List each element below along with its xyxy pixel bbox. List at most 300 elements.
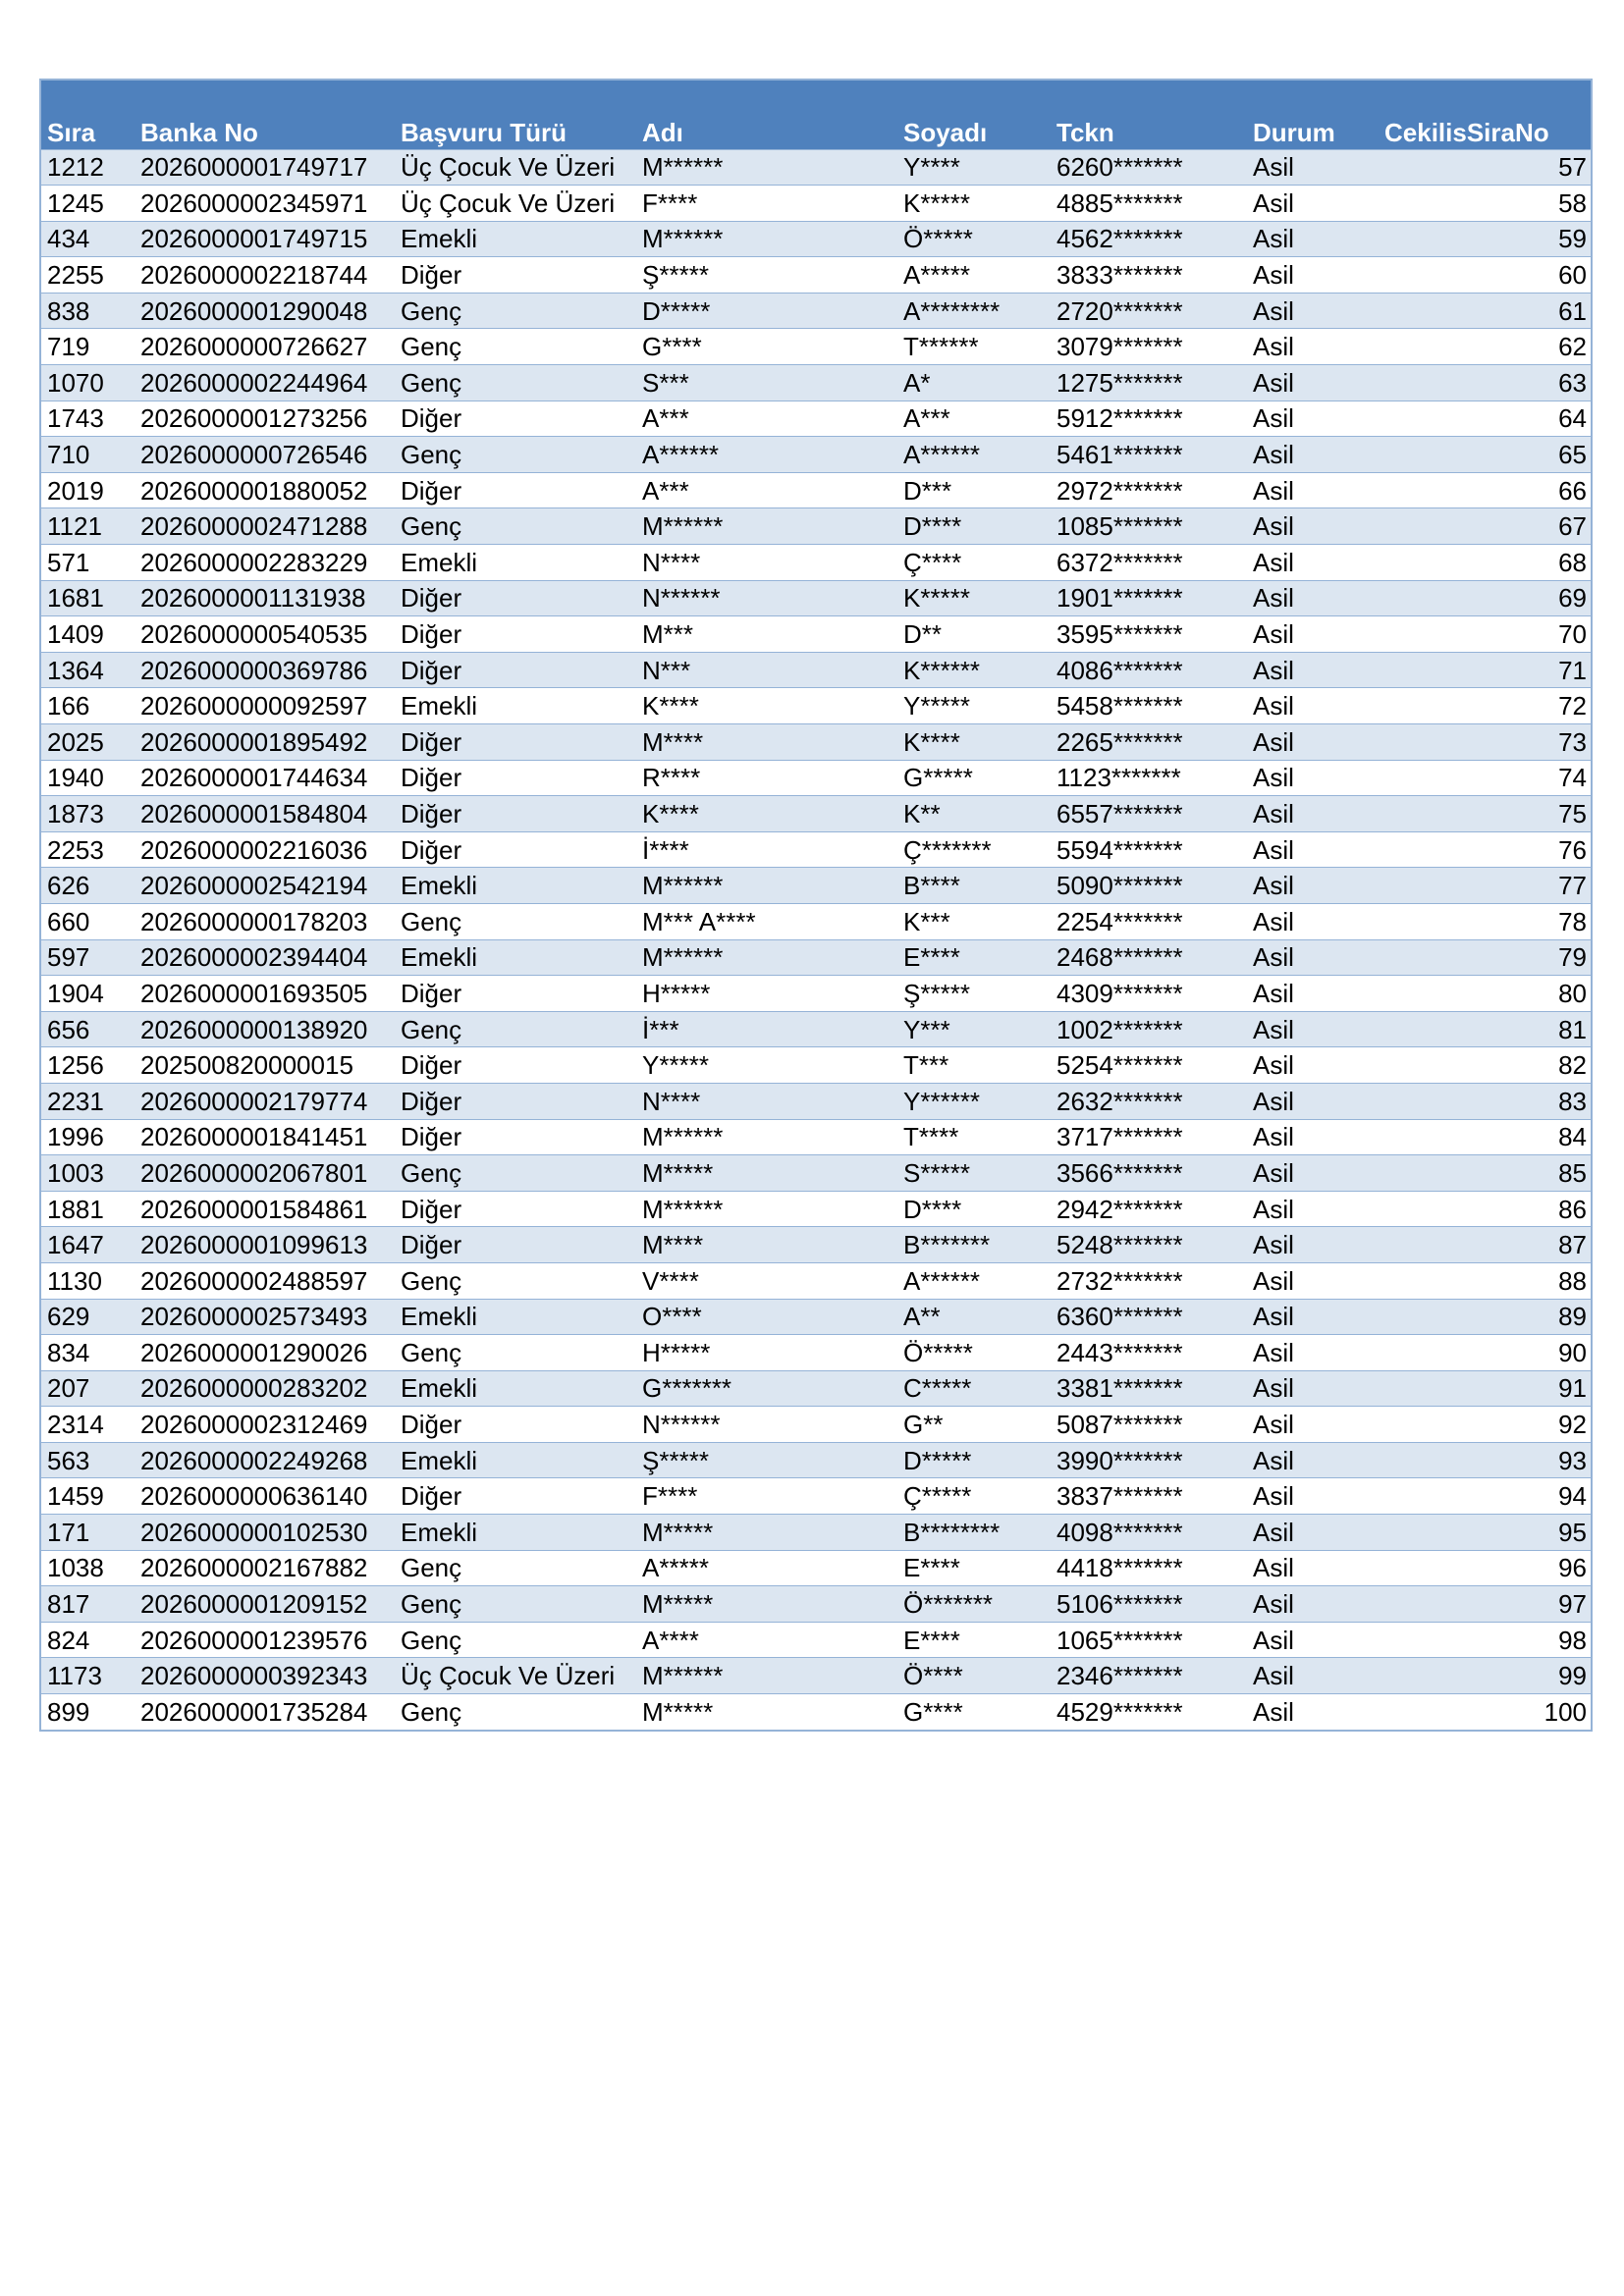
cell-cekilis-sira-no: 67	[1379, 508, 1591, 545]
cell-tckn: 5254*******	[1051, 1047, 1247, 1084]
table-row	[41, 1478, 1591, 1515]
cell-adi: F****	[636, 186, 897, 222]
cell-sira: 571	[41, 545, 135, 581]
cell-basvuru-turu: Diğer	[395, 1083, 636, 1119]
table-row	[41, 939, 1591, 976]
cell-durum: Asil	[1247, 1011, 1379, 1047]
cell-banka-no: 2026000000392343	[135, 1658, 395, 1694]
cell-tckn: 4529*******	[1051, 1694, 1247, 1731]
cell-cekilis-sira-no: 88	[1379, 1262, 1591, 1299]
cell-cekilis-sira-no: 69	[1379, 580, 1591, 616]
cell-sira: 1364	[41, 652, 135, 688]
cell-sira: 817	[41, 1586, 135, 1623]
cell-soyadi: B********	[897, 1515, 1051, 1551]
cell-durum: Asil	[1247, 1083, 1379, 1119]
cell-basvuru-turu: Genç	[395, 1335, 636, 1371]
cell-banka-no: 2026000000283202	[135, 1370, 395, 1407]
cell-banka-no: 2026000001693505	[135, 976, 395, 1012]
table-row	[41, 903, 1591, 939]
cell-sira: 1743	[41, 400, 135, 437]
cell-basvuru-turu: Diğer	[395, 652, 636, 688]
cell-adi: Ş*****	[636, 1442, 897, 1478]
cell-durum: Asil	[1247, 508, 1379, 545]
cell-soyadi: C*****	[897, 1370, 1051, 1407]
table-row	[41, 724, 1591, 761]
cell-basvuru-turu: Diğer	[395, 472, 636, 508]
cell-tckn: 1123*******	[1051, 760, 1247, 796]
cell-durum: Asil	[1247, 1155, 1379, 1192]
cell-banka-no: 2026000001841451	[135, 1119, 395, 1155]
table-row	[41, 1083, 1591, 1119]
cell-soyadi: Y***	[897, 1011, 1051, 1047]
cell-adi: A*****	[636, 1550, 897, 1586]
cell-tckn: 1275*******	[1051, 365, 1247, 401]
cell-tckn: 2265*******	[1051, 724, 1247, 761]
header-sira: Sıra	[47, 117, 96, 147]
cell-tckn: 2720*******	[1051, 293, 1247, 329]
cell-sira: 834	[41, 1335, 135, 1371]
cell-basvuru-turu: Genç	[395, 903, 636, 939]
cell-tckn: 2468*******	[1051, 939, 1247, 976]
cell-sira: 597	[41, 939, 135, 976]
cell-sira: 2019	[41, 472, 135, 508]
cell-tckn: 5248*******	[1051, 1227, 1247, 1263]
cell-sira: 1212	[41, 149, 135, 186]
cell-sira: 1121	[41, 508, 135, 545]
cell-adi: M******	[636, 221, 897, 257]
cell-durum: Asil	[1247, 580, 1379, 616]
cell-tckn: 3381*******	[1051, 1370, 1247, 1407]
header-adi: Adı	[642, 117, 683, 147]
cell-basvuru-turu: Diğer	[395, 400, 636, 437]
cell-basvuru-turu: Emekli	[395, 1442, 636, 1478]
cell-adi: M******	[636, 1658, 897, 1694]
cell-basvuru-turu: Diğer	[395, 724, 636, 761]
cell-tckn: 6372*******	[1051, 545, 1247, 581]
cell-sira: 1881	[41, 1191, 135, 1227]
cell-tckn: 2254*******	[1051, 903, 1247, 939]
cell-banka-no: 2026000001744634	[135, 760, 395, 796]
cell-sira: 824	[41, 1622, 135, 1658]
cell-basvuru-turu: Diğer	[395, 976, 636, 1012]
cell-sira: 1130	[41, 1262, 135, 1299]
cell-durum: Asil	[1247, 400, 1379, 437]
cell-banka-no: 2026000002488597	[135, 1262, 395, 1299]
cell-banka-no: 2026000001749717	[135, 149, 395, 186]
cell-basvuru-turu: Emekli	[395, 688, 636, 724]
cell-banka-no: 2026000001290026	[135, 1335, 395, 1371]
cell-tckn: 5090*******	[1051, 868, 1247, 904]
cell-soyadi: A*	[897, 365, 1051, 401]
cell-tckn: 1085*******	[1051, 508, 1247, 545]
cell-adi: A***	[636, 472, 897, 508]
table-row	[41, 1299, 1591, 1335]
cell-cekilis-sira-no: 70	[1379, 616, 1591, 653]
cell-basvuru-turu: Emekli	[395, 1370, 636, 1407]
cell-banka-no: 2026000002345971	[135, 186, 395, 222]
cell-cekilis-sira-no: 86	[1379, 1191, 1591, 1227]
cell-basvuru-turu: Üç Çocuk Ve Üzeri	[395, 1658, 636, 1694]
cell-sira: 434	[41, 221, 135, 257]
cell-adi: N******	[636, 1407, 897, 1443]
cell-durum: Asil	[1247, 724, 1379, 761]
cell-basvuru-turu: Diğer	[395, 1119, 636, 1155]
table-row	[41, 1191, 1591, 1227]
cell-basvuru-turu: Genç	[395, 508, 636, 545]
cell-cekilis-sira-no: 78	[1379, 903, 1591, 939]
cell-basvuru-turu: Genç	[395, 1622, 636, 1658]
draw-results-table	[41, 80, 1591, 1730]
cell-soyadi: K*****	[897, 186, 1051, 222]
cell-tckn: 4562*******	[1051, 221, 1247, 257]
cell-cekilis-sira-no: 59	[1379, 221, 1591, 257]
cell-durum: Asil	[1247, 976, 1379, 1012]
cell-banka-no: 2026000002218744	[135, 257, 395, 294]
cell-soyadi: Ö*****	[897, 221, 1051, 257]
cell-durum: Asil	[1247, 688, 1379, 724]
cell-adi: Ş*****	[636, 257, 897, 294]
cell-cekilis-sira-no: 97	[1379, 1586, 1591, 1623]
cell-tckn: 4885*******	[1051, 186, 1247, 222]
table-row	[41, 1262, 1591, 1299]
cell-basvuru-turu: Genç	[395, 1155, 636, 1192]
cell-durum: Asil	[1247, 545, 1379, 581]
cell-adi: İ***	[636, 1011, 897, 1047]
cell-soyadi: K****	[897, 724, 1051, 761]
table-row	[41, 1694, 1591, 1731]
cell-adi: G****	[636, 329, 897, 365]
table-row	[41, 257, 1591, 294]
cell-adi: V****	[636, 1262, 897, 1299]
table-row	[41, 616, 1591, 653]
cell-banka-no: 2026000000636140	[135, 1478, 395, 1515]
cell-banka-no: 2026000001290048	[135, 293, 395, 329]
cell-sira: 1003	[41, 1155, 135, 1192]
cell-banka-no: 2026000000726627	[135, 329, 395, 365]
cell-soyadi: E****	[897, 1622, 1051, 1658]
cell-cekilis-sira-no: 96	[1379, 1550, 1591, 1586]
cell-tckn: 5461*******	[1051, 437, 1247, 473]
cell-banka-no: 2026000001584861	[135, 1191, 395, 1227]
cell-adi: M****	[636, 1227, 897, 1263]
cell-durum: Asil	[1247, 365, 1379, 401]
cell-banka-no: 2026000000102530	[135, 1515, 395, 1551]
cell-soyadi: B****	[897, 868, 1051, 904]
cell-banka-no: 2026000000138920	[135, 1011, 395, 1047]
cell-basvuru-turu: Diğer	[395, 1047, 636, 1084]
cell-cekilis-sira-no: 73	[1379, 724, 1591, 761]
cell-tckn: 3566*******	[1051, 1155, 1247, 1192]
table-row	[41, 1155, 1591, 1192]
cell-soyadi: A*****	[897, 257, 1051, 294]
cell-durum: Asil	[1247, 186, 1379, 222]
cell-sira: 207	[41, 1370, 135, 1407]
cell-durum: Asil	[1247, 329, 1379, 365]
cell-banka-no: 2026000001749715	[135, 221, 395, 257]
cell-adi: N***	[636, 652, 897, 688]
cell-durum: Asil	[1247, 1442, 1379, 1478]
table-row	[41, 329, 1591, 365]
cell-basvuru-turu: Genç	[395, 437, 636, 473]
cell-adi: S***	[636, 365, 897, 401]
cell-cekilis-sira-no: 75	[1379, 796, 1591, 832]
table-row	[41, 545, 1591, 581]
cell-adi: D*****	[636, 293, 897, 329]
table-row	[41, 293, 1591, 329]
cell-cekilis-sira-no: 62	[1379, 329, 1591, 365]
header-soyadi: Soyadı	[903, 117, 988, 147]
cell-soyadi: A******	[897, 437, 1051, 473]
cell-soyadi: T******	[897, 329, 1051, 365]
cell-durum: Asil	[1247, 1299, 1379, 1335]
cell-tckn: 6360*******	[1051, 1299, 1247, 1335]
table-row	[41, 400, 1591, 437]
cell-tckn: 5594*******	[1051, 831, 1247, 868]
cell-adi: N****	[636, 545, 897, 581]
cell-durum: Asil	[1247, 796, 1379, 832]
cell-soyadi: A***	[897, 400, 1051, 437]
cell-cekilis-sira-no: 92	[1379, 1407, 1591, 1443]
cell-durum: Asil	[1247, 1191, 1379, 1227]
cell-cekilis-sira-no: 87	[1379, 1227, 1591, 1263]
cell-adi: G*******	[636, 1370, 897, 1407]
cell-cekilis-sira-no: 72	[1379, 688, 1591, 724]
cell-sira: 629	[41, 1299, 135, 1335]
cell-soyadi: Ö*******	[897, 1586, 1051, 1623]
cell-basvuru-turu: Genç	[395, 1550, 636, 1586]
cell-banka-no: 2026000001209152	[135, 1586, 395, 1623]
table-row	[41, 1658, 1591, 1694]
cell-cekilis-sira-no: 77	[1379, 868, 1591, 904]
cell-banka-no: 2026000002542194	[135, 868, 395, 904]
cell-basvuru-turu: Diğer	[395, 616, 636, 653]
cell-cekilis-sira-no: 61	[1379, 293, 1591, 329]
cell-cekilis-sira-no: 71	[1379, 652, 1591, 688]
table-row	[41, 1442, 1591, 1478]
cell-durum: Asil	[1247, 472, 1379, 508]
cell-cekilis-sira-no: 79	[1379, 939, 1591, 976]
cell-basvuru-turu: Genç	[395, 365, 636, 401]
cell-basvuru-turu: Diğer	[395, 1227, 636, 1263]
cell-tckn: 1002*******	[1051, 1011, 1247, 1047]
cell-banka-no: 2026000001880052	[135, 472, 395, 508]
results-sheet	[39, 79, 1593, 1732]
cell-banka-no: 2026000002394404	[135, 939, 395, 976]
cell-cekilis-sira-no: 74	[1379, 760, 1591, 796]
cell-basvuru-turu: Diğer	[395, 796, 636, 832]
table-row	[41, 508, 1591, 545]
cell-banka-no: 2026000001099613	[135, 1227, 395, 1263]
cell-durum: Asil	[1247, 1119, 1379, 1155]
cell-tckn: 2346*******	[1051, 1658, 1247, 1694]
table-row	[41, 1370, 1591, 1407]
cell-tckn: 4098*******	[1051, 1515, 1247, 1551]
cell-sira: 838	[41, 293, 135, 329]
cell-sira: 656	[41, 1011, 135, 1047]
cell-basvuru-turu: Emekli	[395, 868, 636, 904]
cell-durum: Asil	[1247, 293, 1379, 329]
cell-sira: 1904	[41, 976, 135, 1012]
cell-durum: Asil	[1247, 760, 1379, 796]
cell-durum: Asil	[1247, 1047, 1379, 1084]
table-row	[41, 1550, 1591, 1586]
cell-durum: Asil	[1247, 1515, 1379, 1551]
cell-tckn: 3079*******	[1051, 329, 1247, 365]
cell-soyadi: Y******	[897, 1083, 1051, 1119]
cell-basvuru-turu: Genç	[395, 293, 636, 329]
cell-soyadi: D****	[897, 508, 1051, 545]
table-body	[41, 149, 1591, 1730]
cell-tckn: 1901*******	[1051, 580, 1247, 616]
cell-cekilis-sira-no: 82	[1379, 1047, 1591, 1084]
cell-sira: 1256	[41, 1047, 135, 1084]
cell-soyadi: S*****	[897, 1155, 1051, 1192]
cell-adi: M*****	[636, 1694, 897, 1731]
cell-soyadi: Ş*****	[897, 976, 1051, 1012]
cell-banka-no: 2026000002312469	[135, 1407, 395, 1443]
cell-cekilis-sira-no: 68	[1379, 545, 1591, 581]
cell-basvuru-turu: Genç	[395, 1694, 636, 1731]
cell-soyadi: K******	[897, 652, 1051, 688]
cell-sira: 2231	[41, 1083, 135, 1119]
cell-tckn: 5087*******	[1051, 1407, 1247, 1443]
cell-soyadi: D****	[897, 1191, 1051, 1227]
cell-adi: M****	[636, 724, 897, 761]
table-row	[41, 472, 1591, 508]
cell-basvuru-turu: Emekli	[395, 939, 636, 976]
cell-banka-no: 2026000002573493	[135, 1299, 395, 1335]
cell-basvuru-turu: Emekli	[395, 545, 636, 581]
table-row	[41, 652, 1591, 688]
cell-basvuru-turu: Üç Çocuk Ve Üzeri	[395, 149, 636, 186]
cell-adi: M*****	[636, 1586, 897, 1623]
cell-soyadi: B*******	[897, 1227, 1051, 1263]
cell-cekilis-sira-no: 93	[1379, 1442, 1591, 1478]
cell-soyadi: G*****	[897, 760, 1051, 796]
cell-soyadi: G**	[897, 1407, 1051, 1443]
cell-durum: Asil	[1247, 437, 1379, 473]
cell-banka-no: 2026000002471288	[135, 508, 395, 545]
cell-cekilis-sira-no: 58	[1379, 186, 1591, 222]
cell-banka-no: 2026000002249268	[135, 1442, 395, 1478]
cell-adi: A***	[636, 400, 897, 437]
header-durum: Durum	[1253, 117, 1335, 147]
table-row	[41, 1622, 1591, 1658]
cell-banka-no: 202500820000015	[135, 1047, 395, 1084]
cell-basvuru-turu: Diğer	[395, 1407, 636, 1443]
cell-basvuru-turu: Genç	[395, 329, 636, 365]
cell-adi: O****	[636, 1299, 897, 1335]
table-row	[41, 1407, 1591, 1443]
cell-cekilis-sira-no: 98	[1379, 1622, 1591, 1658]
cell-cekilis-sira-no: 83	[1379, 1083, 1591, 1119]
cell-durum: Asil	[1247, 831, 1379, 868]
cell-tckn: 4086*******	[1051, 652, 1247, 688]
cell-basvuru-turu: Diğer	[395, 580, 636, 616]
cell-cekilis-sira-no: 64	[1379, 400, 1591, 437]
cell-sira: 2314	[41, 1407, 135, 1443]
table-row	[41, 1335, 1591, 1371]
cell-cekilis-sira-no: 91	[1379, 1370, 1591, 1407]
cell-adi: M******	[636, 939, 897, 976]
cell-adi: H*****	[636, 1335, 897, 1371]
cell-durum: Asil	[1247, 1658, 1379, 1694]
header-tckn: Tckn	[1056, 117, 1114, 147]
cell-sira: 1647	[41, 1227, 135, 1263]
cell-cekilis-sira-no: 89	[1379, 1299, 1591, 1335]
cell-sira: 1070	[41, 365, 135, 401]
cell-tckn: 3833*******	[1051, 257, 1247, 294]
cell-durum: Asil	[1247, 903, 1379, 939]
cell-sira: 2253	[41, 831, 135, 868]
cell-cekilis-sira-no: 63	[1379, 365, 1591, 401]
cell-banka-no: 2026000000178203	[135, 903, 395, 939]
cell-adi: K****	[636, 796, 897, 832]
cell-soyadi: E****	[897, 939, 1051, 976]
cell-soyadi: A**	[897, 1299, 1051, 1335]
cell-tckn: 5106*******	[1051, 1586, 1247, 1623]
cell-soyadi: Ç****	[897, 545, 1051, 581]
cell-basvuru-turu: Diğer	[395, 760, 636, 796]
cell-cekilis-sira-no: 90	[1379, 1335, 1591, 1371]
table-row	[41, 976, 1591, 1012]
cell-durum: Asil	[1247, 1694, 1379, 1731]
cell-tckn: 3837*******	[1051, 1478, 1247, 1515]
cell-sira: 710	[41, 437, 135, 473]
cell-tckn: 4309*******	[1051, 976, 1247, 1012]
table-header	[41, 80, 1591, 149]
cell-adi: A******	[636, 437, 897, 473]
cell-banka-no: 2026000000726546	[135, 437, 395, 473]
cell-cekilis-sira-no: 76	[1379, 831, 1591, 868]
cell-soyadi: Ç*******	[897, 831, 1051, 868]
cell-sira: 563	[41, 1442, 135, 1478]
cell-durum: Asil	[1247, 868, 1379, 904]
table-row	[41, 796, 1591, 832]
table-row	[41, 760, 1591, 796]
cell-durum: Asil	[1247, 616, 1379, 653]
cell-soyadi: T***	[897, 1047, 1051, 1084]
cell-durum: Asil	[1247, 221, 1379, 257]
header-cekilis-sira-no: CekilisSiraNo	[1384, 117, 1549, 147]
table-row	[41, 186, 1591, 222]
cell-adi: N******	[636, 580, 897, 616]
cell-durum: Asil	[1247, 1550, 1379, 1586]
cell-banka-no: 2026000002067801	[135, 1155, 395, 1192]
cell-adi: İ****	[636, 831, 897, 868]
cell-tckn: 4418*******	[1051, 1550, 1247, 1586]
cell-adi: F****	[636, 1478, 897, 1515]
cell-basvuru-turu: Diğer	[395, 831, 636, 868]
cell-durum: Asil	[1247, 257, 1379, 294]
cell-soyadi: Y****	[897, 149, 1051, 186]
cell-adi: A****	[636, 1622, 897, 1658]
cell-banka-no: 2026000002244964	[135, 365, 395, 401]
table-row	[41, 149, 1591, 186]
cell-adi: Y*****	[636, 1047, 897, 1084]
cell-basvuru-turu: Diğer	[395, 1478, 636, 1515]
cell-cekilis-sira-no: 60	[1379, 257, 1591, 294]
cell-sira: 1996	[41, 1119, 135, 1155]
cell-durum: Asil	[1247, 1370, 1379, 1407]
cell-adi: M*** A****	[636, 903, 897, 939]
cell-tckn: 2732*******	[1051, 1262, 1247, 1299]
cell-banka-no: 2026000001273256	[135, 400, 395, 437]
cell-soyadi: Ö*****	[897, 1335, 1051, 1371]
cell-soyadi: D***	[897, 472, 1051, 508]
cell-sira: 1940	[41, 760, 135, 796]
cell-soyadi: T****	[897, 1119, 1051, 1155]
